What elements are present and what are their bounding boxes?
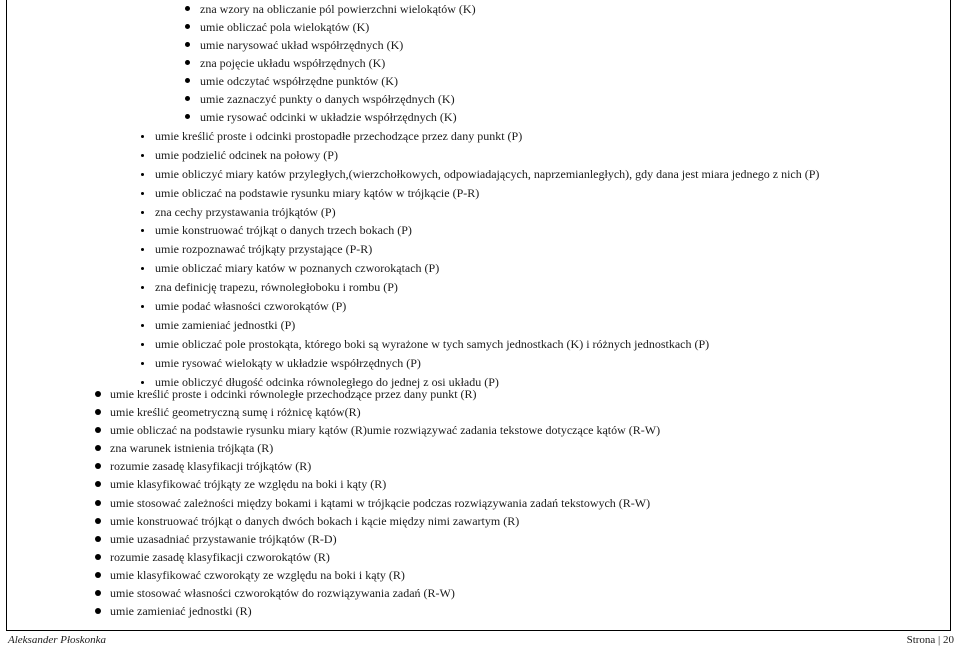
footer-author: Aleksander Płoskonka	[8, 634, 107, 646]
list-item-text: umie obliczać pola wielokątów (K)	[200, 20, 370, 34]
bullet-icon	[95, 445, 101, 451]
list-item	[95, 403, 660, 421]
list-item	[95, 494, 660, 512]
bullet-icon	[185, 60, 190, 65]
list-item	[141, 221, 819, 240]
list-item-text: umie odczytać współrzędne punktów (K)	[200, 74, 398, 88]
bullet-icon	[141, 362, 144, 365]
list-item	[141, 297, 819, 316]
list-item	[141, 259, 819, 278]
list-item-text: zna wzory na obliczanie pól powierzchni wielokątów (K)	[200, 2, 476, 16]
bullet-icon	[95, 518, 101, 524]
footer-page-number: Strona | 20	[906, 634, 954, 646]
bullet-icon	[141, 305, 144, 308]
list-item-text: umie obliczyć miary katów przyległych,(wierzchołkowych, odpowiadających, naprzemianległych), gdy dana jest miara jednego z nich (P)	[155, 166, 820, 181]
list-item-text: zna warunek istnienia trójkąta (R)	[110, 441, 274, 456]
list-item-text: umie podać własności czworokątów (P)	[155, 299, 347, 314]
list-item	[95, 457, 660, 475]
bullet-icon	[185, 42, 190, 47]
list-item	[185, 72, 476, 90]
bullet-icon	[141, 135, 144, 138]
list-item	[185, 54, 476, 72]
bullet-icon	[141, 286, 144, 289]
bullet-icon	[185, 114, 190, 119]
list-item-text: umie obliczać na podstawie rysunku miary kątów (R)umie rozwiązywać zadania tekstowe dotyczące kątów (R-W)	[110, 423, 661, 438]
list-item	[141, 146, 819, 165]
list-item	[95, 475, 660, 493]
list-item-text: zna pojęcie układu współrzędnych (K)	[200, 56, 386, 70]
table-border-bottom	[6, 630, 951, 631]
list-item	[185, 0, 476, 18]
bullet-icon	[95, 500, 101, 506]
list-item-text: rozumie zasadę klasyfikacji trójkątów (R)	[110, 459, 312, 474]
bullet-icon	[95, 427, 101, 433]
list-item	[185, 36, 476, 54]
bullet-icon	[141, 229, 144, 232]
list-item	[141, 184, 819, 203]
list-item	[185, 108, 476, 126]
list-item-text: umie konstruować trójkąt o danych trzech bokach (P)	[155, 223, 412, 238]
table-border-right	[950, 0, 951, 630]
list-item	[141, 127, 819, 146]
bullet-icon	[95, 590, 101, 596]
list-item-text: umie kreślić proste i odcinki równoległe przechodzące przez dany punkt (R)	[110, 387, 477, 401]
bullet-icon	[95, 481, 101, 487]
list-item	[141, 240, 819, 259]
list-item-text: umie klasyfikować czworokąty ze względu na boki i kąty (R)	[110, 567, 405, 582]
table-border-left	[6, 0, 7, 630]
bullet-icon	[141, 343, 144, 346]
bullet-icon	[95, 391, 101, 397]
bullet-icon	[95, 536, 101, 542]
list-item-text: umie uzasadniać przystawanie trójkątów (R-D)	[110, 531, 337, 546]
list-item-text: umie kreślić proste i odcinki prostopadłe przechodzące przez dany punkt (P)	[155, 129, 523, 143]
list-item-text: umie stosować własności czworokątów do rozwiązywania zadań (R-W)	[110, 586, 455, 601]
list-item	[95, 548, 660, 566]
bullet-icon	[141, 267, 144, 270]
bullet-icon	[95, 554, 101, 560]
bullet-icon	[185, 6, 190, 11]
list-item-text: umie obliczać pole prostokąta, którego boki są wyrażone w tych samych jednostkach (K) i różnych jednostkach (P)	[155, 336, 710, 351]
bullet-icon	[141, 211, 144, 214]
list-item	[185, 18, 476, 36]
list-item-text: umie klasyfikować trójkąty ze względu na boki i kąty (R)	[110, 477, 387, 492]
list-item-text: umie kreślić geometryczną sumę i różnicę kątów(R)	[110, 405, 361, 420]
list-item-text: umie zamieniać jednostki (P)	[155, 317, 296, 332]
list-item	[95, 439, 660, 457]
list-item	[141, 354, 819, 373]
list-item-text: umie rysować wielokąty w układzie współrzędnych (P)	[155, 355, 421, 370]
bullet-icon	[95, 572, 101, 578]
list-item	[95, 385, 660, 403]
list-item	[95, 566, 660, 584]
list-item-text: umie rozpoznawać trójkąty przystające (P-R)	[155, 242, 373, 257]
list-item-text: umie obliczać miary katów w poznanych czworokątach (P)	[155, 261, 440, 276]
list-item-text: umie zaznaczyć punkty o danych współrzędnych (K)	[200, 92, 455, 106]
list-item	[95, 421, 660, 439]
list-item-text: umie konstruować trójkąt o danych dwóch bokach i kącie między nimi zawartym (R)	[110, 513, 520, 528]
list-item-text: umie stosować zależności między bokami i kątami w trójkącie podczas rozwiązywania zadań tekstowych (R-W)	[110, 495, 651, 510]
list-item	[95, 512, 660, 530]
list-item-text: umie obliczyć długość odcinka równoległego do jednej z osi układu (P)	[155, 374, 499, 389]
bullet-icon	[95, 409, 101, 415]
list-item	[95, 530, 660, 548]
skills-list-level-3	[95, 385, 660, 620]
list-item	[95, 584, 660, 602]
bullet-icon	[95, 608, 101, 614]
list-item-text: zna cechy przystawania trójkątów (P)	[155, 204, 336, 219]
bullet-icon	[185, 24, 190, 29]
list-item	[141, 203, 819, 222]
bullet-icon	[185, 78, 190, 83]
list-item-text: zna definicję trapezu, równoległoboku i rombu (P)	[155, 280, 398, 295]
list-item	[141, 316, 819, 335]
skills-list-level-1	[185, 0, 476, 126]
bullet-icon	[141, 154, 144, 157]
bullet-icon	[95, 463, 101, 469]
list-item	[185, 90, 476, 108]
list-item	[141, 278, 819, 297]
list-item-text: umie zamieniać jednostki (R)	[110, 604, 252, 619]
bullet-icon	[141, 381, 144, 384]
list-item	[95, 602, 660, 620]
bullet-icon	[141, 192, 144, 195]
list-item-text: umie rysować odcinki w układzie współrzędnych (K)	[200, 110, 457, 124]
list-item-text: rozumie zasadę klasyfikacji czworokątów (R)	[110, 549, 330, 564]
bullet-icon	[185, 96, 190, 101]
skills-list-level-2	[141, 127, 819, 391]
bullet-icon	[141, 324, 144, 327]
list-item	[141, 165, 819, 184]
bullet-icon	[141, 248, 144, 251]
list-item-text: umie narysować układ współrzędnych (K)	[200, 38, 404, 52]
bullet-icon	[141, 173, 144, 176]
list-item	[141, 335, 819, 354]
list-item-text: umie obliczać na podstawie rysunku miary kątów w trójkącie (P-R)	[155, 185, 480, 200]
list-item-text: umie podzielić odcinek na połowy (P)	[155, 147, 338, 162]
